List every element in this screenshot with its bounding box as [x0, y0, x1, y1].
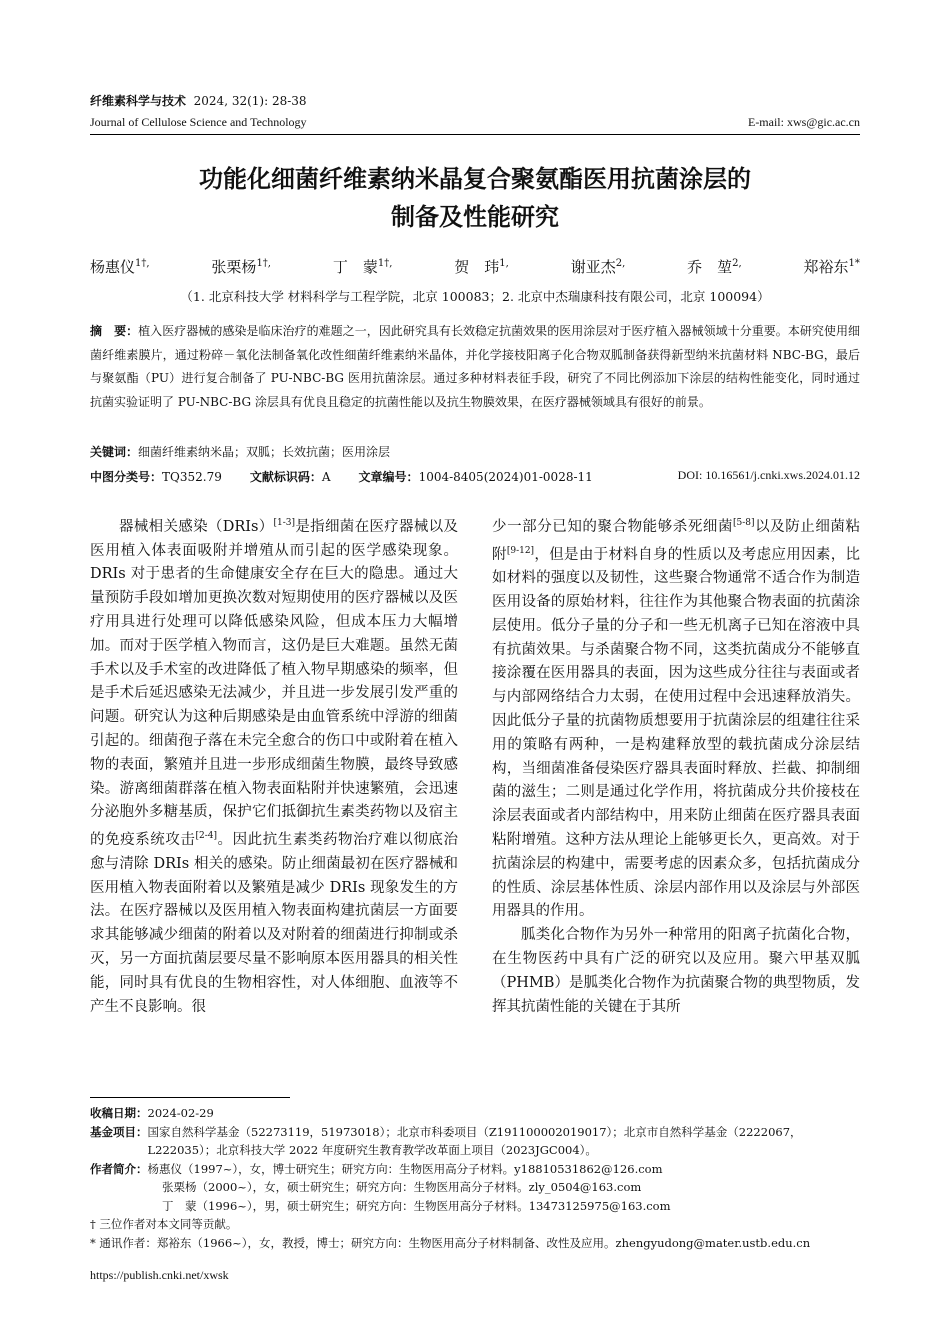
footnote-divider: [90, 1097, 290, 1098]
title-line-1: 功能化细菌纤维素纳米晶复合聚氨酯医用抗菌涂层的: [199, 165, 751, 193]
journal-name-cn: 纤维素科学与技术: [90, 94, 187, 108]
clc-value: TQ352.79: [162, 470, 222, 484]
journal-url[interactable]: https://publish.cnki.net/xwsk: [90, 1268, 229, 1282]
author-list: [90, 256, 860, 277]
author: 乔 堃$^{2,}$: [687, 258, 742, 276]
header-divider: [90, 134, 860, 135]
author-bio-line: 张栗杨（2000~），女，硕士研究生；研究方向：生物医用高分子材料。zly_0504@163.com: [162, 1180, 642, 1194]
body-paragraph: 器械相关感染（DRIs）[1-3]是指细菌在医疗器械以及医用植入体表面吸附并增殖从而引起的医学感染现象。DRIs 对于患者的生命健康安全存在巨大的隐患。通过大量预防手段如增加更换次数对短期使用的医疗器械以及医疗用具进行处理可以降低感染风险，但成本压力大幅增加。而对于医学植入物而言，这仍是巨大难题。虽然无菌手术以及手术室的改进降低了植入物早期感染的频率，但是手术后延迟感染无法减少，并且进一步发展引发严重的问题。研究认为这种后期感染是由血管系统中浮游的细菌引起的。细菌孢子落在未完全愈合的伤口中或附着在植入物的表面，繁殖并且进一步形成细菌生物膜，最终导致感染。游离细菌群落在植入物表面粘附并快速繁殖，会迅速分泌胞外多糖基质，保护它们抵御抗生素类药物以及宿主的免疫系统攻击[2-4]。因此抗生素类药物治疗难以彻底治愈与清除 DRIs 相关的感染。防止细菌最初在医疗器械和医用植入物表面附着以及繁殖是减少 DRIs 现象发生的方法。在医疗器械以及医用植入物表面构建抗菌层一方面要求其能够减少细菌的附着以及对附着的细菌进行抑制或杀灭，另一方面抗菌层要尽量不影响原本医用器具的相关性能，同时具有优良的生物相容性，对人体细胞、血液等不产生不良影响。很: [90, 518, 458, 1015]
doc-code-value: A: [321, 470, 331, 484]
doc-code-label: 文献标识码：: [249, 470, 322, 484]
author: 张栗杨$^{1\dagger,}$: [211, 258, 271, 276]
doi[interactable]: DOI: 10.16561/j.cnki.xws.2024.01.12: [677, 468, 860, 482]
body-paragraph: 胍类化合物作为另外一种常用的阳离子抗菌化合物，在生物医药中具有广泛的研究以及应用。聚六甲基双胍（PHMB）是胍类化合物作为抗菌聚合物的典型物质，发挥其抗菌性能的关键在于其所: [492, 927, 860, 1015]
keywords-text: 细菌纤维素纳米晶；双胍；长效抗菌；医用涂层: [138, 445, 391, 459]
abstract-text: 植入医疗器械的感染是临床治疗的难题之一，因此研究具有长效稳定抗菌效果的医用涂层对于医疗植入器械领域十分重要。本研究使用细菌纤维素膜片，通过粉碎－氧化法制备氧化改性细菌纤维素纳米晶体，并化学接枝阳离子化合物双胍制备获得新型纳米抗菌材料 NBC-BG，最后与聚氨酯（PU）进行复合制备了 PU-NBC-BG 医用抗菌涂层。通过多种材料表征手段，研究了不同比例添加下涂层的结构性能变化，同时通过抗菌实验证明了 PU-NBC-BG 涂层具有优良且稳定的抗菌性能以及抗生物膜效果，在医疗器械领域具有很好的前景。: [90, 324, 860, 409]
title-line-2: 制备及性能研究: [391, 203, 559, 231]
keywords: [90, 443, 860, 460]
author: 郑裕东$^{1*}$: [803, 258, 860, 276]
affiliation: （1. 北京科技大学 材料科学与工程学院，北京 100083；2. 北京中杰瑞康科技有限公司，北京 100094）: [180, 289, 770, 304]
keywords-label: 关键词：: [90, 445, 139, 459]
article-number-label: 文章编号：: [358, 470, 419, 484]
clc-label: 中图分类号：: [90, 470, 163, 484]
paper-title: [90, 160, 860, 236]
author: 贺 玮$^{1,}$: [454, 258, 509, 276]
abstract-label: 摘 要：: [90, 324, 139, 338]
footnotes: [90, 1104, 860, 1252]
author: 谢亚杰$^{2,}$: [570, 258, 626, 276]
abstract: [90, 320, 860, 414]
journal-volume: 2024, 32(1): 28-38: [193, 94, 307, 108]
citation[interactable]: [2-4]: [195, 831, 217, 842]
equal-contribution-note: † 三位作者对本文同等贡献。: [90, 1217, 238, 1231]
journal-name-en: Journal of Cellulose Science and Technology: [90, 115, 307, 129]
citation[interactable]: [9-12]: [506, 545, 535, 556]
article-number-value: 1004-8405(2024)01-0028-11: [418, 470, 593, 484]
body-column-left: [90, 512, 458, 1019]
author: 杨惠仪$^{1\dagger,}$: [90, 258, 150, 276]
citation[interactable]: [1-3]: [273, 518, 296, 528]
body-paragraph: 少一部分已知的聚合物能够杀死细菌[5-8]以及防止细菌粘附[9-12]，但是由于材料自身的性质以及考虑应用因素，比如材料的强度以及韧性，这些聚合物通常不适合作为制造医用设备的原始材料，往往作为其他聚合物表面的抗菌涂层使用。低分子量的分子和一些无机离子已知在溶液中具有抗菌效果。与杀菌聚合物不同，这类抗菌成分不能够直接涂覆在医用器具的表面，因为这些成分往往与表面或者与内部网络结合力太弱，在使用过程中会迅速释放消失。因此低分子量的抗菌物质想要用于抗菌涂层的组建往往采用的策略有两种，一是构建释放型的载抗菌成分涂层结构，当细菌准备侵染医疗器具表面时释放、拦截、抑制细菌的滋生；二则是通过化学作用，将抗菌成分共价接枝在涂层表面或者内部结构中，用来防止细菌在医疗器具表面粘附增殖。这种方法从理论上能够更长久，更高效。对于抗菌涂层的构建中，需要考虑的因素众多，包括抗菌成分的性质、涂层基体性质、涂层内部作用以及涂层与外部医用器具的作用。: [492, 518, 861, 920]
fund-info: 基金项目： 国家自然科学基金（52273119，51973018）；北京市科委项目（Z191100002019017）；北京市自然科学基金（2222067，L222035）；北京科技大学 2022 年度研究生教育教学改革面上项目（2023JGC004）。: [90, 1124, 802, 1157]
received-date: 收稿日期：2024-02-29: [90, 1106, 214, 1120]
corresponding-author: * 通讯作者：郑裕东（1966~），女，教授，博士；研究方向：生物医用高分子材料制备、改性及应用。zhengyudong@mater.ustb.edu.cn: [90, 1235, 811, 1250]
classification-line: [90, 468, 860, 485]
author: 丁 蒙$^{1\dagger,}$: [332, 258, 393, 276]
journal-email[interactable]: E-mail: xws@gic.ac.cn: [747, 115, 860, 129]
author-bio: 作者简介： 杨惠仪（1997~），女，博士研究生；研究方向：生物医用高分子材料。y18810531862@126.com: [90, 1161, 663, 1176]
journal-header: [90, 92, 307, 109]
author-bio-line: 丁 蒙（1996~），男，硕士研究生；研究方向：生物医用高分子材料。13473125975@163.com: [162, 1198, 671, 1213]
citation[interactable]: [5-8]: [733, 518, 755, 528]
body-column-right: [492, 512, 860, 1019]
